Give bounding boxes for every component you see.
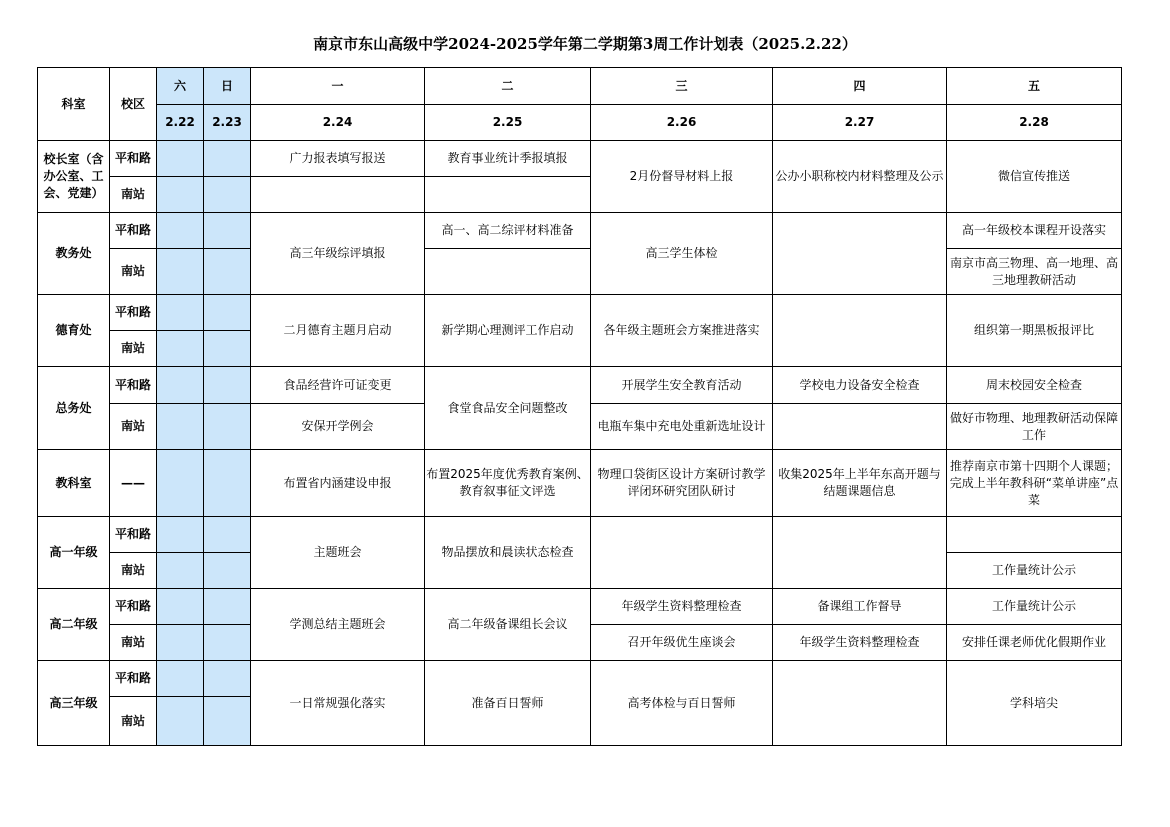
weekend-cell: [204, 141, 251, 177]
task-cell: 物品摆放和晨读状态检查: [425, 517, 591, 589]
header-date-sun: 2.23: [204, 105, 251, 141]
header-day-sun: 日: [204, 68, 251, 105]
task-cell: [773, 213, 947, 295]
weekend-cell: [204, 589, 251, 625]
weekend-cell: [157, 213, 204, 249]
task-cell: [773, 517, 947, 589]
header-day-sat: 六: [157, 68, 204, 105]
header-date-mon: 2.24: [251, 105, 425, 141]
task-cell: 高一年级校本课程开设落实: [947, 213, 1122, 249]
task-cell: 布置2025年度优秀教育案例、教育叙事征文评选: [425, 450, 591, 517]
header-day-thu: 四: [773, 68, 947, 105]
weekend-cell: [204, 625, 251, 661]
campus-label: 南站: [110, 625, 157, 661]
task-cell: 安排任课老师优化假期作业: [947, 625, 1122, 661]
weekend-cell: [204, 367, 251, 404]
weekend-cell: [157, 661, 204, 697]
task-cell: 备课组工作督导: [773, 589, 947, 625]
task-cell: 各年级主题班会方案推进落实: [591, 295, 773, 367]
weekend-cell: [204, 213, 251, 249]
weekend-cell: [157, 331, 204, 367]
task-cell: 一日常规强化落实: [251, 661, 425, 746]
campus-label: 平和路: [110, 589, 157, 625]
task-cell: 高考体检与百日誓师: [591, 661, 773, 746]
task-cell: 电瓶车集中充电处重新选址设计: [591, 404, 773, 450]
task-cell: 工作量统计公示: [947, 589, 1122, 625]
task-cell: 食品经营许可证变更: [251, 367, 425, 404]
task-cell: [251, 177, 425, 213]
campus-label: 平和路: [110, 213, 157, 249]
weekend-cell: [204, 450, 251, 517]
task-cell: 做好市物理、地理教研活动保障工作: [947, 404, 1122, 450]
campus-label: 南站: [110, 177, 157, 213]
dept-general: 总务处: [38, 367, 110, 450]
weekend-cell: [204, 249, 251, 295]
header-day-mon: 一: [251, 68, 425, 105]
task-cell: [591, 517, 773, 589]
weekend-cell: [157, 295, 204, 331]
weekend-cell: [204, 697, 251, 746]
task-cell: 主题班会: [251, 517, 425, 589]
task-cell: [773, 295, 947, 367]
task-cell: 安保开学例会: [251, 404, 425, 450]
header-day-wed: 三: [591, 68, 773, 105]
page-title: 南京市东山高级中学2024-2025学年第二学期第3周工作计划表（2025.2.22）: [313, 35, 857, 53]
header-date-thu: 2.27: [773, 105, 947, 141]
header-date-sat: 2.22: [157, 105, 204, 141]
weekend-cell: [204, 331, 251, 367]
weekend-cell: [204, 517, 251, 553]
header-dept: 科室: [38, 68, 110, 141]
campus-label: 南站: [110, 331, 157, 367]
weekend-cell: [157, 249, 204, 295]
dept-research: 教科室: [38, 450, 110, 517]
campus-label: 平和路: [110, 661, 157, 697]
header-date-wed: 2.26: [591, 105, 773, 141]
weekend-cell: [204, 553, 251, 589]
dept-moral: 德育处: [38, 295, 110, 367]
task-cell: 食堂食品安全问题整改: [425, 367, 591, 450]
weekend-cell: [204, 295, 251, 331]
task-cell: 年级学生资料整理检查: [591, 589, 773, 625]
task-cell: 教育事业统计季报填报: [425, 141, 591, 177]
task-cell: 2月份督导材料上报: [591, 141, 773, 213]
weekend-cell: [157, 450, 204, 517]
campus-label: ——: [110, 450, 157, 517]
campus-label: 南站: [110, 553, 157, 589]
task-cell: 工作量统计公示: [947, 553, 1122, 589]
dept-grade3: 高三年级: [38, 661, 110, 746]
weekend-cell: [157, 517, 204, 553]
task-cell: 新学期心理测评工作启动: [425, 295, 591, 367]
header-date-fri: 2.28: [947, 105, 1122, 141]
task-cell: 推荐南京市第十四期个人课题；完成上半年教科研“菜单讲座”点菜: [947, 450, 1122, 517]
header-day-fri: 五: [947, 68, 1122, 105]
task-cell: 准备百日誓师: [425, 661, 591, 746]
weekend-cell: [157, 141, 204, 177]
task-cell: 物理口袋街区设计方案研讨教学评闭环研究团队研讨: [591, 450, 773, 517]
task-cell: 学科培尖: [947, 661, 1122, 746]
task-cell: [773, 404, 947, 450]
task-cell: 学测总结主题班会: [251, 589, 425, 661]
work-plan-table: [37, 67, 1122, 746]
weekend-cell: [157, 404, 204, 450]
task-cell: 召开年级优生座谈会: [591, 625, 773, 661]
task-cell: 南京市高三物理、高一地理、高三地理教研活动: [947, 249, 1122, 295]
dept-grade2: 高二年级: [38, 589, 110, 661]
dept-principal: 校长室（含办公室、工会、党建）: [38, 141, 110, 213]
task-cell: 高二年级备课组长会议: [425, 589, 591, 661]
campus-label: 南站: [110, 249, 157, 295]
header-day-tue: 二: [425, 68, 591, 105]
task-cell: 高三年级综评填报: [251, 213, 425, 295]
weekend-cell: [157, 697, 204, 746]
task-cell: 开展学生安全教育活动: [591, 367, 773, 404]
dept-grade1: 高一年级: [38, 517, 110, 589]
task-cell: [773, 661, 947, 746]
task-cell: 布置省内涵建设申报: [251, 450, 425, 517]
campus-label: 平和路: [110, 141, 157, 177]
weekend-cell: [157, 553, 204, 589]
weekend-cell: [157, 177, 204, 213]
campus-label: 南站: [110, 697, 157, 746]
weekend-cell: [157, 367, 204, 404]
task-cell: [947, 517, 1122, 553]
campus-label: 平和路: [110, 367, 157, 404]
weekend-cell: [204, 404, 251, 450]
campus-label: 平和路: [110, 517, 157, 553]
weekend-cell: [157, 589, 204, 625]
task-cell: 收集2025年上半年东高开题与结题课题信息: [773, 450, 947, 517]
campus-label: 平和路: [110, 295, 157, 331]
task-cell: 高一、高二综评材料准备: [425, 213, 591, 249]
weekend-cell: [157, 625, 204, 661]
task-cell: [425, 177, 591, 213]
task-cell: 公办小职称校内材料整理及公示: [773, 141, 947, 213]
header-campus: 校区: [110, 68, 157, 141]
task-cell: 年级学生资料整理检查: [773, 625, 947, 661]
task-cell: [425, 249, 591, 295]
header-date-tue: 2.25: [425, 105, 591, 141]
weekend-cell: [204, 661, 251, 697]
dept-academic: 教务处: [38, 213, 110, 295]
task-cell: 广力报表填写报送: [251, 141, 425, 177]
campus-label: 南站: [110, 404, 157, 450]
task-cell: 周末校园安全检查: [947, 367, 1122, 404]
weekend-cell: [204, 177, 251, 213]
task-cell: 组织第一期黑板报评比: [947, 295, 1122, 367]
task-cell: 二月德育主题月启动: [251, 295, 425, 367]
task-cell: 学校电力设备安全检查: [773, 367, 947, 404]
task-cell: 高三学生体检: [591, 213, 773, 295]
task-cell: 微信宣传推送: [947, 141, 1122, 213]
